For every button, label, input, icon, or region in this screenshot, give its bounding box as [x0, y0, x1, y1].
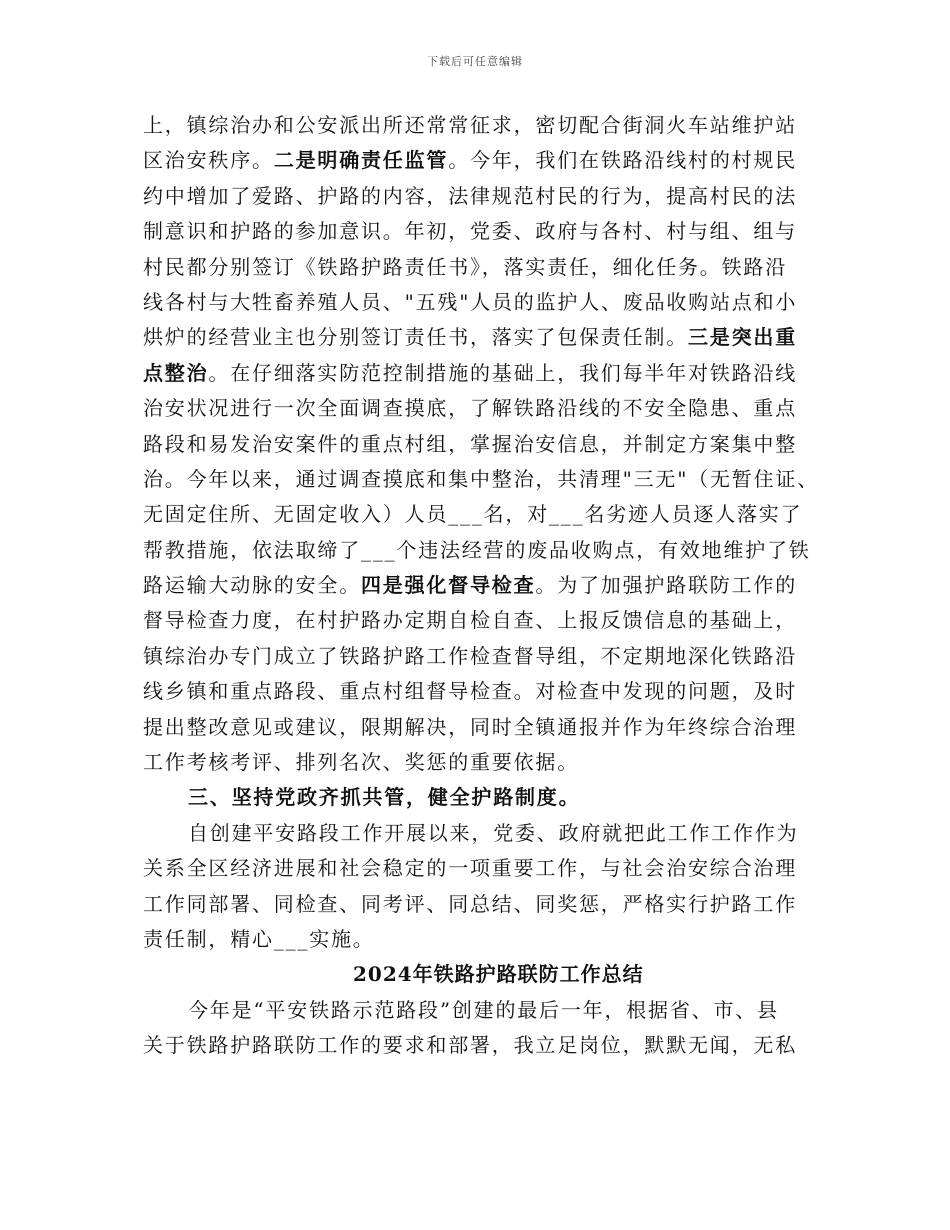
bold-heading-run: 四是强化督导检查: [361, 573, 536, 598]
text-line: 上，镇综治办和公安派出所还常常征求，密切配合街洞火车站维护站: [143, 113, 797, 137]
text-line: 村民都分别签订《铁路护路责任书》，落实责任，细化任务。铁路沿: [143, 254, 787, 279]
text-line: 工作考核考评、排列名次、奖惩的重要依据。: [143, 750, 579, 775]
text-line: 工作同部署、同检查、同考评、同总结、同奖惩，严格实行护路工作: [143, 891, 797, 916]
text-run: 路运输大动脉的安全。: [143, 573, 361, 598]
text-run: 。在仔细落实防范控制措施的基础上，我们每半年对铁路沿线: [208, 360, 798, 385]
text-line: 约中增加了爱路、护路的内容，法律规范村民的行为，提高村民的法: [143, 183, 797, 208]
text-line: [143, 320, 823, 355]
text-line: 镇综治办专门成立了铁路护路工作检查督导组，不定期地深化铁路沿: [143, 643, 797, 668]
text-line: 路段和易发治安案件的重点村组，掌握治安信息，并制定方案集中整: [143, 431, 797, 456]
section-heading: 三、坚持党政齐抓共管，健全护路制度。: [188, 785, 581, 810]
bold-heading-run: 点整治: [143, 360, 209, 385]
text-line: 责任制，精心___实施。: [143, 926, 375, 951]
document-body: [143, 108, 823, 1064]
text-line: 提出整改意见或建议，限期解决，同时全镇通报并作为年终综合治理: [143, 714, 797, 739]
text-line: 治安状况进行一次全面调查摸底，了解铁路沿线的不安全隐患、重点: [143, 396, 797, 421]
text-run: 烘炉的经营业主也分别签订责任书，落实了包保责任制。: [143, 325, 688, 350]
bold-heading-run: 三是突出重: [688, 325, 797, 350]
text-line: [143, 356, 823, 391]
text-line: 帮教措施，依法取缔了___个违法经营的废品收购点，有效地维护了铁: [143, 537, 811, 562]
page-header: 下载后可任意编辑: [427, 55, 523, 68]
text-line: 督导检查力度，在村护路办定期自检自查、上报反馈信息的基础上，: [143, 608, 797, 633]
text-line: 线乡镇和重点路段、重点村组督导检查。对检查中发现的问题，及时: [143, 679, 797, 704]
text-line: 今年是“平安铁路示范路段”创建的最后一年，根据省、市、县: [188, 997, 779, 1022]
text-line: 关于铁路护路联防工作的要求和部署，我立足岗位，默默无闻，无私: [143, 1033, 797, 1058]
text-run: 。为了加强护路联防工作的: [535, 573, 798, 598]
text-run: 区治安秩序。: [143, 148, 274, 173]
text-line: 线各村与大牲畜养殖人员、"五残"人员的监护人、废品收购站点和小: [143, 289, 798, 314]
text-line: 无固定住所、无固定收入）人员___名，对___名劣迹人员逐人落实了: [143, 502, 803, 527]
text-line: [143, 143, 823, 178]
text-line: 关系全区经济进展和社会稳定的一项重要工作，与社会治安综合治理: [143, 856, 797, 881]
text-line: 制意识和护路的参加意识。年初，党委、政府与各村、村与组、组与: [143, 219, 797, 244]
text-line: [143, 568, 823, 603]
text-run: 。今年，我们在铁路沿线村的村规民: [448, 148, 798, 173]
text-line: 治。今年以来，通过调查摸底和集中整治，共清理"三无"（无暂住证、: [143, 466, 819, 491]
bold-heading-run: 二是明确责任监管: [273, 148, 449, 173]
document-title: 2024年铁路护路联防工作总结: [353, 962, 644, 987]
text-line: 自创建平安路段工作开展以来，党委、政府就把此工作工作作为: [188, 820, 799, 845]
